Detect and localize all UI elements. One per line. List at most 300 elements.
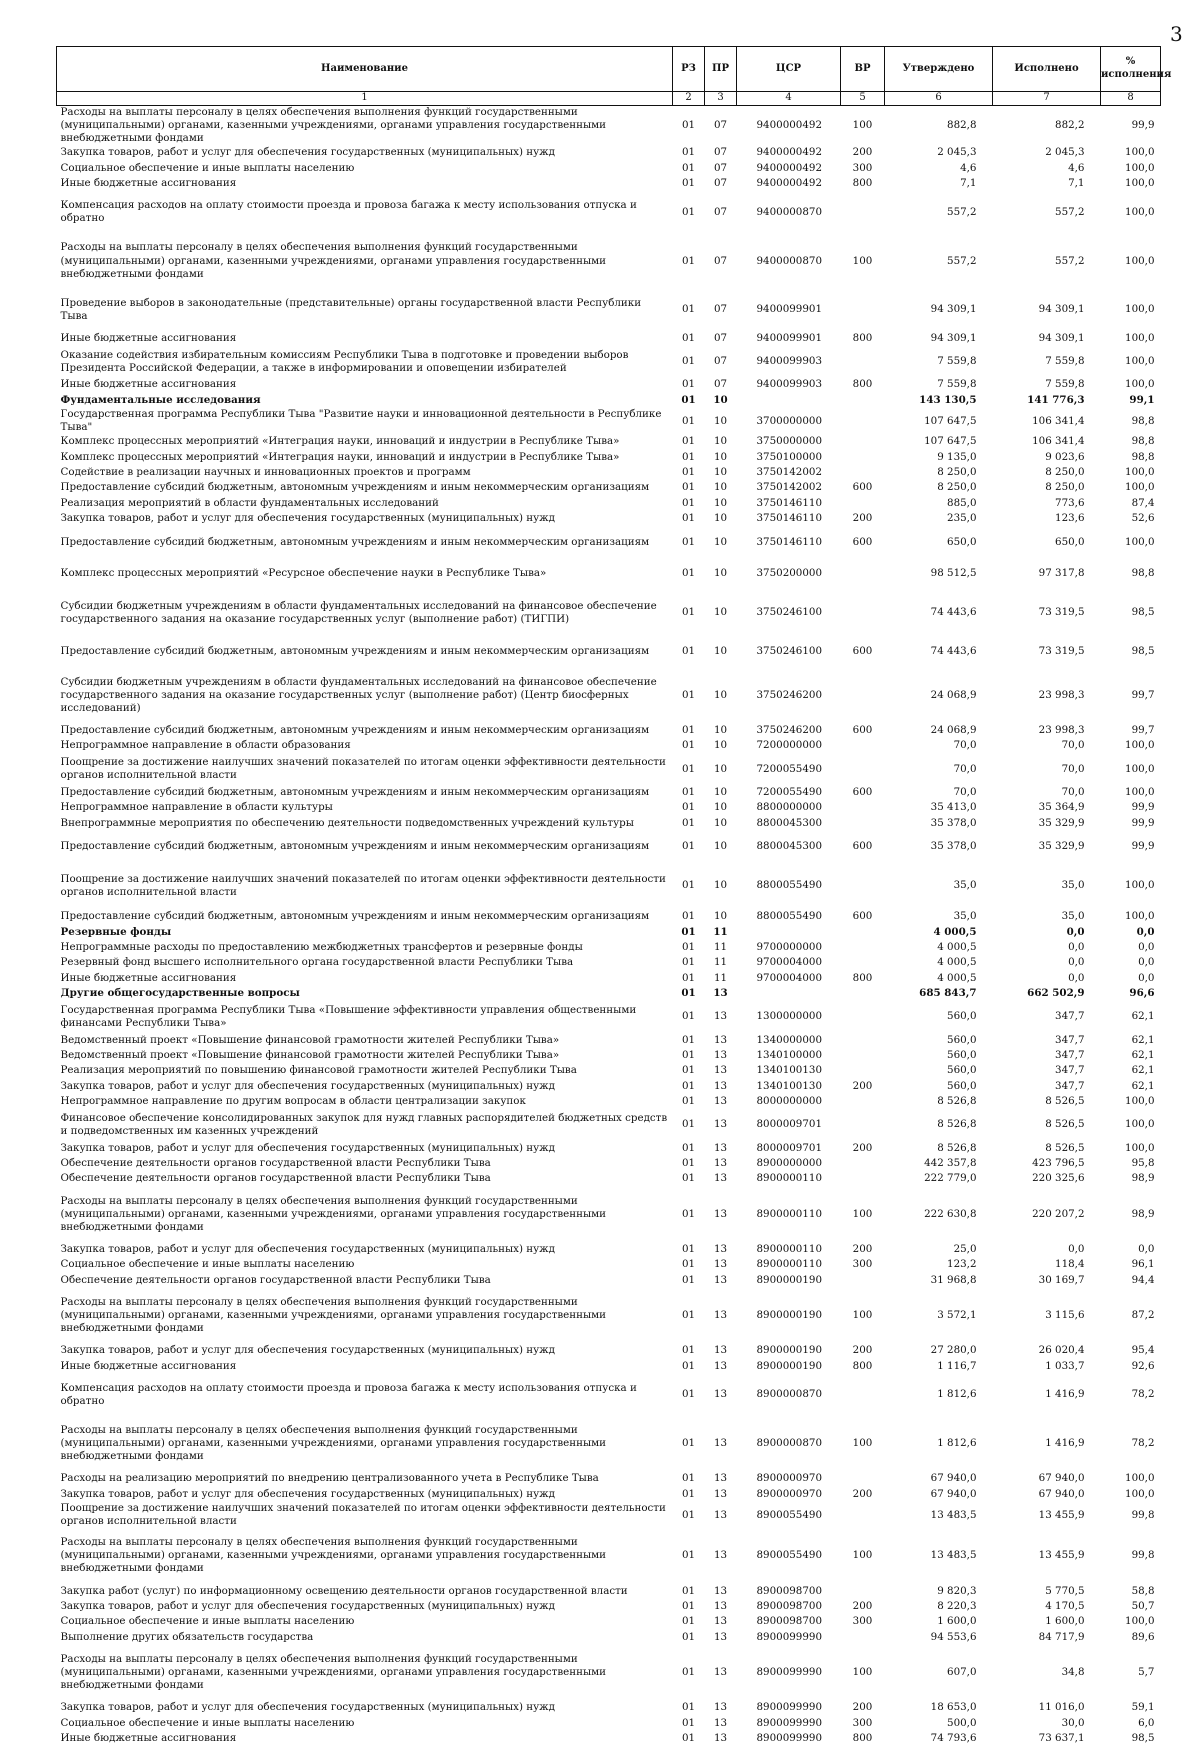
table-row (57, 1094, 1161, 1109)
row-name: Расходы на выплаты персоналу в целях обеспечения выполнения функций государственными (муниципальными) органами, казенными учреждениями, органами управления государственными внебюджетными фондами (57, 1416, 673, 1471)
row-rz: 01 (673, 668, 705, 723)
table-row (57, 465, 1161, 480)
row-percent: 100,0 (1101, 346, 1161, 377)
table-row (57, 738, 1161, 753)
row-vr (841, 465, 885, 480)
table-row (57, 377, 1161, 392)
row-rz: 01 (673, 511, 705, 526)
table-row (57, 1032, 1161, 1047)
table-row (57, 1242, 1161, 1257)
table-row (57, 636, 1161, 667)
row-csr: 7200055490 (737, 754, 841, 785)
row-csr: 3750146110 (737, 526, 841, 557)
row-approved: 143 130,5 (885, 393, 993, 408)
row-vr (841, 1630, 885, 1645)
row-name: Непрограммные расходы по предоставлению межбюджетных трансфертов и резервные фонды (57, 940, 673, 955)
row-rz: 01 (673, 940, 705, 955)
row-executed: 0,0 (993, 940, 1101, 955)
row-percent: 100,0 (1101, 1094, 1161, 1109)
row-executed: 8 250,0 (993, 465, 1101, 480)
row-pr: 13 (705, 1599, 737, 1614)
row-pr: 07 (705, 331, 737, 346)
table-row (57, 1630, 1161, 1645)
row-csr (737, 925, 841, 940)
row-executed: 34,8 (993, 1645, 1101, 1700)
row-approved: 24 068,9 (885, 723, 993, 738)
table-row (57, 1063, 1161, 1078)
row-approved: 560,0 (885, 1048, 993, 1063)
table-row (57, 754, 1161, 785)
row-percent: 100,0 (1101, 176, 1161, 191)
row-csr: 8000009701 (737, 1140, 841, 1155)
row-vr (841, 191, 885, 233)
row-vr: 100 (841, 1528, 885, 1583)
row-name: Содействие в реализации научных и инновационных проектов и программ (57, 465, 673, 480)
row-percent: 100,0 (1101, 161, 1161, 176)
row-csr: 9400099903 (737, 346, 841, 377)
header-vr: ВР (841, 47, 885, 92)
row-pr: 13 (705, 1288, 737, 1343)
row-csr: 9700004000 (737, 955, 841, 970)
row-name: Комплекс процессных мероприятий «Ресурсное обеспечение науки в Республике Тыва» (57, 558, 673, 589)
table-row (57, 940, 1161, 955)
row-rz: 01 (673, 1502, 705, 1528)
row-executed: 4,6 (993, 161, 1101, 176)
row-csr: 3750200000 (737, 558, 841, 589)
row-executed: 5 770,5 (993, 1583, 1101, 1598)
row-percent: 100,0 (1101, 145, 1161, 160)
table-row (57, 1645, 1161, 1700)
row-rz: 01 (673, 1156, 705, 1171)
row-vr (841, 925, 885, 940)
row-rz: 01 (673, 191, 705, 233)
row-vr (841, 496, 885, 511)
table-row (57, 723, 1161, 738)
row-vr (841, 1001, 885, 1032)
row-pr: 13 (705, 1700, 737, 1715)
row-executed: 30,0 (993, 1715, 1101, 1730)
row-executed: 106 341,4 (993, 408, 1101, 434)
row-pr: 10 (705, 496, 737, 511)
row-csr: 9400000492 (737, 161, 841, 176)
table-body (57, 106, 1161, 1746)
row-pr: 13 (705, 1715, 737, 1730)
row-name: Резервный фонд высшего исполнительного органа государственной власти Республики Тыва (57, 955, 673, 970)
row-executed: 882,2 (993, 106, 1101, 146)
table-row (57, 862, 1161, 909)
row-approved: 8 250,0 (885, 465, 993, 480)
row-vr: 800 (841, 971, 885, 986)
row-executed: 73 319,5 (993, 589, 1101, 636)
row-name: Социальное обеспечение и иные выплаты населению (57, 1614, 673, 1629)
row-name: Поощрение за достижение наилучших значений показателей по итогам оценки эффективности деятельности органов исполнительной власти (57, 1502, 673, 1528)
row-name: Предоставление субсидий бюджетным, автономным учреждениям и иным некоммерческим организациям (57, 526, 673, 557)
row-name: Закупка товаров, работ и услуг для обеспечения государственных (муниципальных) нужд (57, 511, 673, 526)
row-csr: 1340100000 (737, 1048, 841, 1063)
row-percent: 0,0 (1101, 955, 1161, 970)
row-vr (841, 346, 885, 377)
row-percent: 87,2 (1101, 1288, 1161, 1343)
row-percent: 100,0 (1101, 1140, 1161, 1155)
row-csr: 8900099990 (737, 1630, 841, 1645)
row-pr: 10 (705, 636, 737, 667)
row-name: Закупка товаров, работ и услуг для обеспечения государственных (муниципальных) нужд (57, 1599, 673, 1614)
row-percent: 0,0 (1101, 925, 1161, 940)
row-vr: 600 (841, 909, 885, 924)
row-csr: 3750246200 (737, 668, 841, 723)
row-percent: 99,9 (1101, 106, 1161, 146)
row-vr (841, 940, 885, 955)
row-csr: 9400000870 (737, 191, 841, 233)
row-executed: 4 170,5 (993, 1599, 1101, 1614)
row-pr: 07 (705, 377, 737, 392)
row-pr: 10 (705, 815, 737, 830)
row-vr: 200 (841, 1487, 885, 1502)
row-rz: 01 (673, 1343, 705, 1358)
row-approved: 3 572,1 (885, 1288, 993, 1343)
row-pr: 10 (705, 465, 737, 480)
row-pr: 07 (705, 106, 737, 146)
row-csr: 8900099990 (737, 1731, 841, 1746)
row-csr: 9400000492 (737, 145, 841, 160)
row-executed: 118,4 (993, 1257, 1101, 1272)
row-percent: 100,0 (1101, 738, 1161, 753)
row-approved: 35,0 (885, 862, 993, 909)
column-number: 7 (993, 92, 1101, 106)
row-vr: 600 (841, 785, 885, 800)
row-approved: 1 116,7 (885, 1359, 993, 1374)
row-approved: 35 378,0 (885, 815, 993, 830)
row-rz: 01 (673, 1359, 705, 1374)
row-pr: 10 (705, 408, 737, 434)
row-rz: 01 (673, 1487, 705, 1502)
row-pr: 13 (705, 1273, 737, 1288)
row-csr: 8900000190 (737, 1359, 841, 1374)
table-row (57, 145, 1161, 160)
row-vr: 300 (841, 1614, 885, 1629)
row-rz: 01 (673, 346, 705, 377)
row-pr: 13 (705, 1187, 737, 1242)
row-rz: 01 (673, 233, 705, 288)
row-percent: 62,1 (1101, 1063, 1161, 1078)
column-number: 5 (841, 92, 885, 106)
row-name: Закупка товаров, работ и услуг для обеспечения государственных (муниципальных) нужд (57, 145, 673, 160)
page-number: 3 (1170, 22, 1183, 46)
row-rz: 01 (673, 1288, 705, 1343)
row-percent: 100,0 (1101, 785, 1161, 800)
table-row (57, 831, 1161, 862)
row-percent: 62,1 (1101, 1079, 1161, 1094)
table-row (57, 434, 1161, 449)
row-name: Субсидии бюджетным учреждениям в области фундаментальных исследований на финансовое обеспечение государственного задания на оказание государственных услуг (выполнение работ) (Центр биосферных исследований) (57, 668, 673, 723)
row-executed: 347,7 (993, 1032, 1101, 1047)
row-csr: 9400000492 (737, 106, 841, 146)
table-row (57, 1502, 1161, 1528)
row-pr: 13 (705, 1257, 737, 1272)
row-rz: 01 (673, 145, 705, 160)
row-rz: 01 (673, 526, 705, 557)
row-name: Непрограммное направление в области культуры (57, 800, 673, 815)
row-csr: 3750246100 (737, 589, 841, 636)
row-approved: 560,0 (885, 1079, 993, 1094)
row-approved: 557,2 (885, 191, 993, 233)
row-approved: 35 378,0 (885, 831, 993, 862)
row-percent: 99,8 (1101, 1502, 1161, 1528)
row-executed: 141 776,3 (993, 393, 1101, 408)
row-vr (841, 1094, 885, 1109)
row-percent: 98,5 (1101, 1731, 1161, 1746)
row-pr: 13 (705, 1471, 737, 1486)
row-approved: 557,2 (885, 233, 993, 288)
row-executed: 773,6 (993, 496, 1101, 511)
row-pr: 07 (705, 145, 737, 160)
row-vr: 200 (841, 1700, 885, 1715)
row-percent: 62,1 (1101, 1001, 1161, 1032)
row-approved: 222 779,0 (885, 1171, 993, 1186)
row-csr (737, 986, 841, 1001)
table-row (57, 815, 1161, 830)
row-pr: 13 (705, 1487, 737, 1502)
row-executed: 106 341,4 (993, 434, 1101, 449)
row-vr: 800 (841, 1359, 885, 1374)
header-name: Наименование (57, 47, 673, 92)
row-percent: 0,0 (1101, 971, 1161, 986)
row-vr: 800 (841, 176, 885, 191)
row-executed: 70,0 (993, 785, 1101, 800)
table-row (57, 589, 1161, 636)
row-rz: 01 (673, 1001, 705, 1032)
row-rz: 01 (673, 1700, 705, 1715)
row-rz: 01 (673, 1048, 705, 1063)
row-vr (841, 668, 885, 723)
row-name: Иные бюджетные ассигнования (57, 971, 673, 986)
row-executed: 1 416,9 (993, 1374, 1101, 1416)
row-approved: 7 559,8 (885, 377, 993, 392)
row-executed: 13 455,9 (993, 1502, 1101, 1528)
row-percent: 94,4 (1101, 1273, 1161, 1288)
column-number: 6 (885, 92, 993, 106)
row-vr (841, 1273, 885, 1288)
table-header (57, 47, 1161, 106)
row-percent: 95,4 (1101, 1343, 1161, 1358)
row-executed: 35,0 (993, 909, 1101, 924)
row-csr: 1340000000 (737, 1032, 841, 1047)
row-vr (841, 408, 885, 434)
row-vr: 100 (841, 1187, 885, 1242)
row-csr: 9400099901 (737, 289, 841, 331)
row-pr: 13 (705, 1032, 737, 1047)
row-percent: 100,0 (1101, 1487, 1161, 1502)
row-percent: 100,0 (1101, 377, 1161, 392)
row-rz: 01 (673, 1528, 705, 1583)
row-rz: 01 (673, 449, 705, 464)
row-name: Иные бюджетные ассигнования (57, 1731, 673, 1746)
column-number: 3 (705, 92, 737, 106)
row-rz: 01 (673, 1257, 705, 1272)
row-pr: 10 (705, 668, 737, 723)
header-approved: Утверждено (885, 47, 993, 92)
row-pr: 11 (705, 940, 737, 955)
row-name: Социальное обеспечение и иные выплаты населению (57, 1715, 673, 1730)
row-approved: 9 820,3 (885, 1583, 993, 1598)
table-row (57, 511, 1161, 526)
row-executed: 347,7 (993, 1063, 1101, 1078)
row-csr: 1340100130 (737, 1079, 841, 1094)
table-row (57, 1715, 1161, 1730)
row-pr: 10 (705, 785, 737, 800)
row-vr (841, 1048, 885, 1063)
row-executed: 70,0 (993, 738, 1101, 753)
row-name: Резервные фонды (57, 925, 673, 940)
row-executed: 347,7 (993, 1001, 1101, 1032)
row-percent: 59,1 (1101, 1700, 1161, 1715)
table-row (57, 106, 1161, 146)
row-rz: 01 (673, 986, 705, 1001)
row-rz: 01 (673, 1094, 705, 1109)
row-rz: 01 (673, 465, 705, 480)
row-pr: 13 (705, 1731, 737, 1746)
row-rz: 01 (673, 955, 705, 970)
row-approved: 13 483,5 (885, 1502, 993, 1528)
row-pr: 13 (705, 1645, 737, 1700)
row-executed: 67 940,0 (993, 1471, 1101, 1486)
row-percent: 6,0 (1101, 1715, 1161, 1730)
row-vr (841, 589, 885, 636)
table-row (57, 1343, 1161, 1358)
row-executed: 30 169,7 (993, 1273, 1101, 1288)
row-pr: 10 (705, 738, 737, 753)
row-approved: 8 220,3 (885, 1599, 993, 1614)
row-rz: 01 (673, 289, 705, 331)
row-csr: 8900000970 (737, 1487, 841, 1502)
row-percent: 87,4 (1101, 496, 1161, 511)
row-vr: 800 (841, 1731, 885, 1746)
row-vr (841, 1471, 885, 1486)
row-approved: 560,0 (885, 1032, 993, 1047)
row-name: Предоставление субсидий бюджетным, автономным учреждениям и иным некоммерческим организациям (57, 909, 673, 924)
table-row (57, 176, 1161, 191)
row-vr (841, 393, 885, 408)
row-name: Обеспечение деятельности органов государственной власти Республики Тыва (57, 1273, 673, 1288)
row-csr: 8800045300 (737, 815, 841, 830)
table-row (57, 191, 1161, 233)
row-rz: 01 (673, 862, 705, 909)
row-percent: 96,1 (1101, 1257, 1161, 1272)
row-vr: 600 (841, 480, 885, 495)
row-approved: 98 512,5 (885, 558, 993, 589)
row-pr: 13 (705, 1109, 737, 1140)
row-approved: 885,0 (885, 496, 993, 511)
row-csr: 3750142002 (737, 480, 841, 495)
row-pr: 13 (705, 1140, 737, 1155)
row-approved: 27 280,0 (885, 1343, 993, 1358)
row-pr: 11 (705, 971, 737, 986)
row-vr: 100 (841, 1416, 885, 1471)
row-approved: 70,0 (885, 738, 993, 753)
row-vr: 200 (841, 511, 885, 526)
row-executed: 557,2 (993, 191, 1101, 233)
row-vr (841, 1374, 885, 1416)
row-rz: 01 (673, 496, 705, 511)
table-row (57, 1614, 1161, 1629)
row-name: Ведомственный проект «Повышение финансовой грамотности жителей Республики Тыва» (57, 1032, 673, 1047)
row-csr: 8900000000 (737, 1156, 841, 1171)
row-csr: 3750142002 (737, 465, 841, 480)
row-name: Социальное обеспечение и иные выплаты населению (57, 1257, 673, 1272)
row-approved: 8 526,8 (885, 1109, 993, 1140)
row-rz: 01 (673, 738, 705, 753)
row-pr: 07 (705, 176, 737, 191)
row-name: Комплекс процессных мероприятий «Интеграция науки, инноваций и индустрии в Республике Тыва» (57, 434, 673, 449)
row-name: Расходы на выплаты персоналу в целях обеспечения выполнения функций государственными (муниципальными) органами, казенными учреждениями, органами управления государственными внебюджетными фондами (57, 1528, 673, 1583)
column-number: 1 (57, 92, 673, 106)
row-approved: 442 357,8 (885, 1156, 993, 1171)
row-percent: 100,0 (1101, 1109, 1161, 1140)
row-approved: 4 000,5 (885, 971, 993, 986)
row-csr: 8900000190 (737, 1288, 841, 1343)
row-vr: 200 (841, 1343, 885, 1358)
row-executed: 3 115,6 (993, 1288, 1101, 1343)
table-row (57, 1700, 1161, 1715)
row-rz: 01 (673, 909, 705, 924)
row-executed: 0,0 (993, 971, 1101, 986)
row-pr: 13 (705, 1374, 737, 1416)
row-csr: 3700000000 (737, 408, 841, 434)
row-approved: 4 000,5 (885, 940, 993, 955)
row-pr: 11 (705, 955, 737, 970)
row-approved: 94 553,6 (885, 1630, 993, 1645)
row-executed: 8 526,5 (993, 1094, 1101, 1109)
row-percent: 100,0 (1101, 233, 1161, 288)
row-rz: 01 (673, 785, 705, 800)
row-percent: 89,6 (1101, 1630, 1161, 1645)
row-name: Закупка товаров, работ и услуг для обеспечения государственных (муниципальных) нужд (57, 1079, 673, 1094)
table-row (57, 1487, 1161, 1502)
table-row (57, 1583, 1161, 1598)
row-name: Непрограммное направление по другим вопросам в области централизации закупок (57, 1094, 673, 1109)
row-vr (841, 1032, 885, 1047)
row-pr: 07 (705, 346, 737, 377)
row-executed: 220 207,2 (993, 1187, 1101, 1242)
row-name: Иные бюджетные ассигнования (57, 377, 673, 392)
row-executed: 423 796,5 (993, 1156, 1101, 1171)
row-percent: 99,9 (1101, 800, 1161, 815)
row-vr: 300 (841, 161, 885, 176)
table-row (57, 1156, 1161, 1171)
row-vr (841, 1502, 885, 1528)
row-executed: 97 317,8 (993, 558, 1101, 589)
row-approved: 74 443,6 (885, 636, 993, 667)
row-pr: 10 (705, 723, 737, 738)
row-approved: 35 413,0 (885, 800, 993, 815)
table-row (57, 233, 1161, 288)
table-row (57, 480, 1161, 495)
row-percent: 100,0 (1101, 1614, 1161, 1629)
table-row (57, 909, 1161, 924)
row-executed: 73 319,5 (993, 636, 1101, 667)
row-csr: 9400099901 (737, 331, 841, 346)
row-vr: 800 (841, 377, 885, 392)
row-vr: 200 (841, 145, 885, 160)
row-rz: 01 (673, 1583, 705, 1598)
row-approved: 500,0 (885, 1715, 993, 1730)
row-rz: 01 (673, 106, 705, 146)
table-row (57, 526, 1161, 557)
row-approved: 25,0 (885, 1242, 993, 1257)
row-executed: 1 600,0 (993, 1614, 1101, 1629)
row-executed: 0,0 (993, 1242, 1101, 1257)
row-csr: 8900098700 (737, 1599, 841, 1614)
